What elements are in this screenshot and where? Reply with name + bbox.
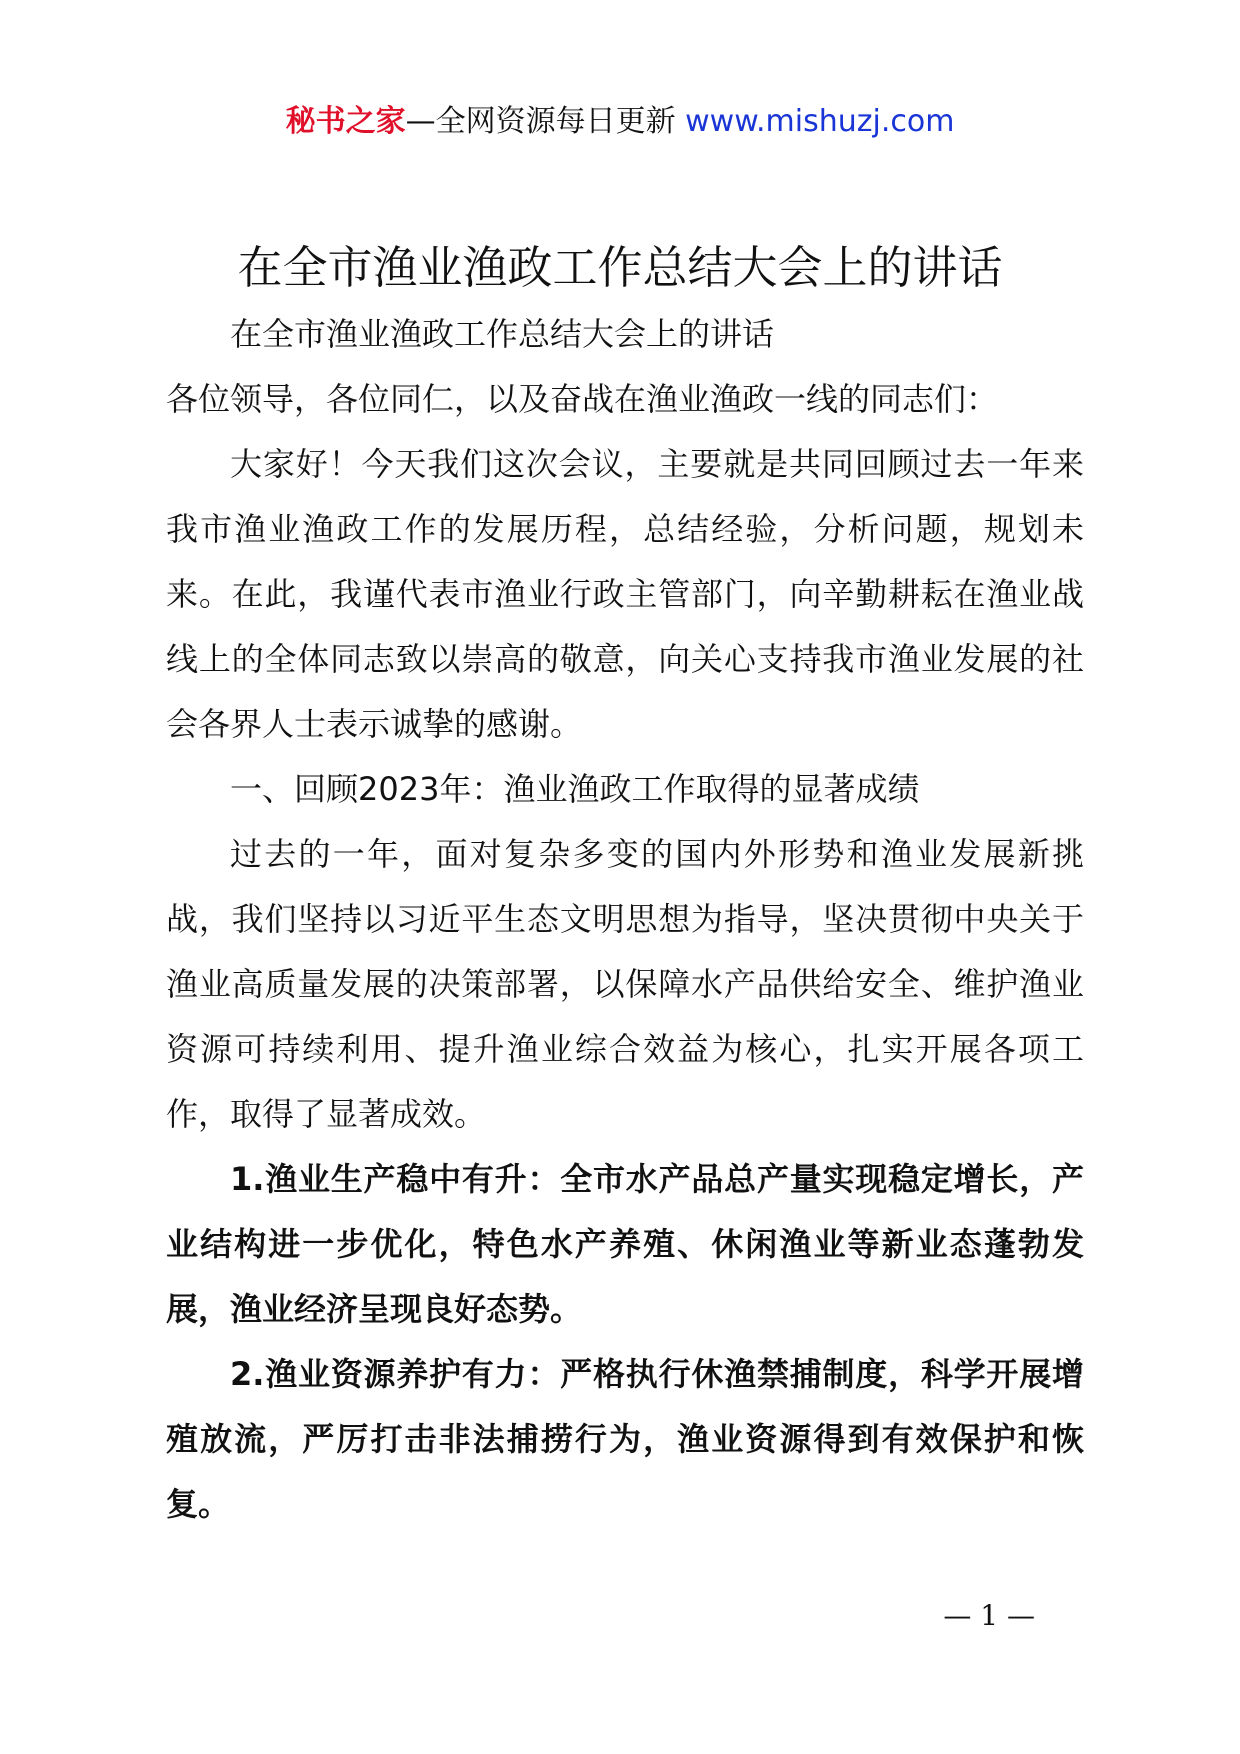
header-tagline: —全网资源每日更新 <box>405 104 686 139</box>
review-paragraph: 过去的一年，面对复杂多变的国内外形势和渔业发展新挑战，我们坚持以习近平生态文明思想为指导，坚决贯彻中央关于渔业高质量发展的决策部署，以保障水产品供给安全、维护渔业资源可持续利用、提升渔业综合效益为核心，扎实开展各项工作，取得了显著成效。 <box>166 835 1084 1133</box>
subtitle-paragraph: 在全市渔业渔政工作总结大会上的讲话 <box>230 315 775 353</box>
document-title: 在全市渔业渔政工作总结大会上的讲话 <box>237 241 1003 294</box>
point-1-paragraph: 1.渔业生产稳中有升：全市水产品总产量实现稳定增长，产业结构进一步优化，特色水产养殖、休闲渔业等新业态蓬勃发展，渔业经济呈现良好态势。 <box>166 1160 1084 1328</box>
page-number: — 1 — <box>943 1599 1035 1632</box>
site-header <box>0 100 1240 144</box>
section-heading: 一、回顾2023年：渔业渔政工作取得的显著成绩 <box>230 770 920 808</box>
brand-name: 秘书之家 <box>285 104 406 139</box>
point-2-paragraph: 2.渔业资源养护有力：严格执行休渔禁捕制度，科学开展增殖放流，严厉打击非法捕捞行为，渔业资源得到有效保护和恢复。 <box>166 1355 1084 1523</box>
document-body <box>166 302 1084 1537</box>
opening-paragraph: 大家好！今天我们这次会议，主要就是共同回顾过去一年来我市渔业渔政工作的发展历程，总结经验，分析问题，规划未来。在此，我谨代表市渔业行政主管部门，向辛勤耕耘在渔业战线上的全体同志致以崇高的敬意，向关心支持我市渔业发展的社会各界人士表示诚挚的感谢。 <box>166 445 1084 743</box>
site-url-link[interactable]: www.mishuzj.com <box>685 104 955 139</box>
salutation-paragraph: 各位领导，各位同仁，以及奋战在渔业渔政一线的同志们： <box>166 380 999 418</box>
